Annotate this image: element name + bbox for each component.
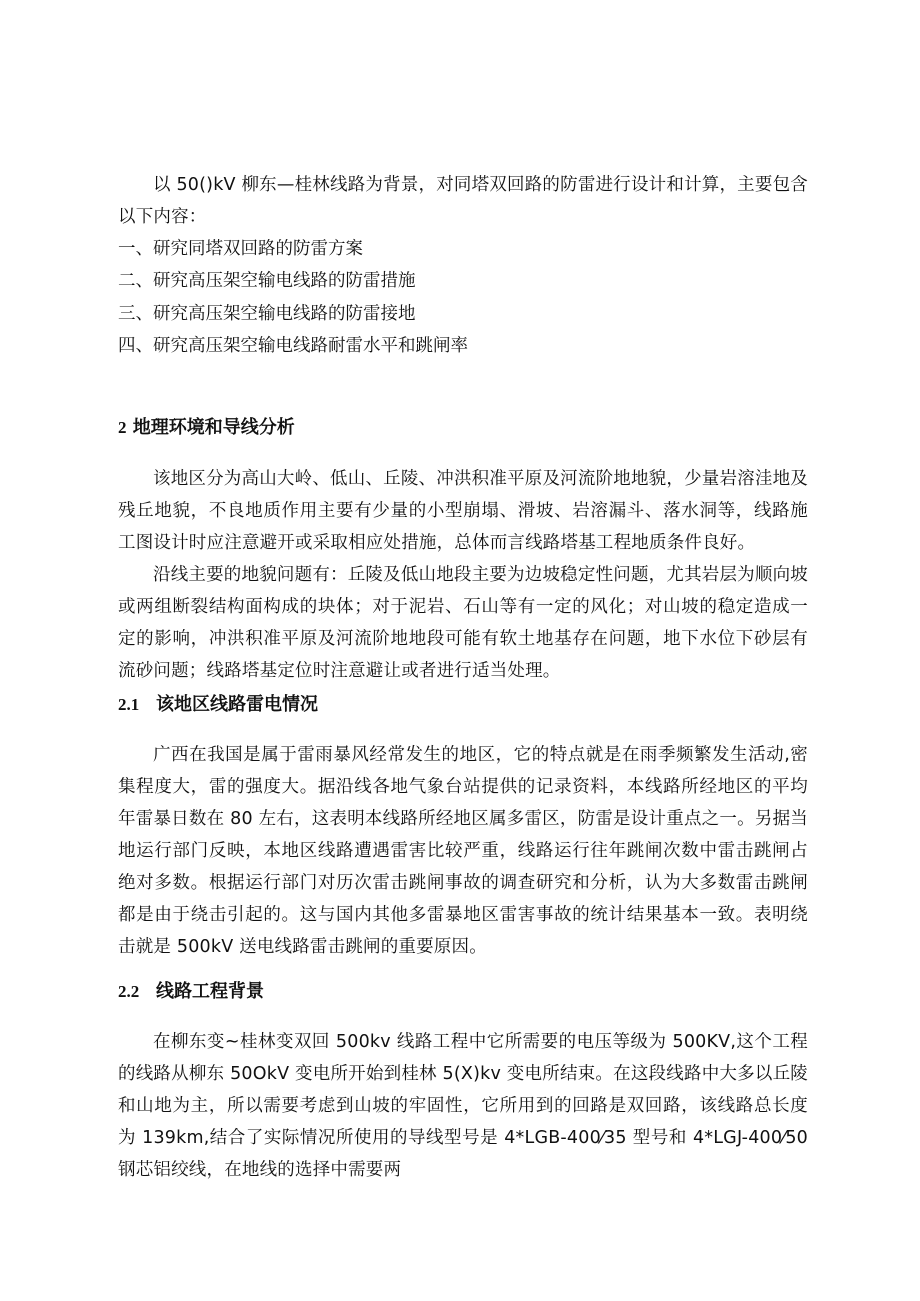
section-2-1-title: 该地区线路雷电情况 [156,694,318,715]
section-2-1-number: 2.1 [118,695,140,714]
section-2-number: 2 [118,418,127,437]
intro-item-4: 四、研究高压架空输电线路耐雷水平和跳闸率 [118,336,468,356]
section-2-heading [118,412,295,444]
intro-item-3: 三、研究高压架空输电线路的防雷接地 [118,304,416,324]
section-2-1-paragraph: 广西在我国是属于雷雨暴风经常发生的地区，它的特点就是在雨季频繁发生活动,密集程度大，雷的强度大。据沿线各地气象台站提供的记录资料，本线路所经地区的平均年雷暴日数在 80 左右，这表明本线路所经地区属多雷区，防雷是设计重点之一。另据当地运行部门反映，本地区线路遭遇雷害比较严重，线路运行往年跳闸次数中雷击跳闸占绝对多数。根据运行部门对历次雷击跳闸事故的调查研究和分析，认为大多数雷击跳闸都是由于绕击引起的。这与国内其他多雷暴地区雷害事故的统计结果基本一致。表明绕击就是 500kV 送电线路雷击跳闸的重要原因。 [118,745,808,957]
section-2-1-heading [118,689,318,721]
section-2-2-paragraph: 在柳东变~桂林变双回 500kv 线路工程中它所需要的电压等级为 500KV,这个工程的线路从柳东 50OkV 变电所开始到桂林 5(X)kv 变电所结束。在这段线路中大多以丘陵和山地为主，所以需要考虑到山坡的牢固性，它所用到的回路是双回路，该线路总长度为 139km,结合了实际情况所使用的导线型号是 4*LGB-400⁄35 型号和 4*LGJ-400⁄50 钢芯铝绞线，在地线的选择中需要两 [118,1032,808,1180]
section-2-2-title: 线路工程背景 [156,981,264,1002]
section-2-2-number: 2.2 [118,982,140,1001]
intro-item-2: 二、研究高压架空输电线路的防雷措施 [118,271,416,291]
intro-paragraph: 以 50()kV 柳东—桂林线路为背景，对同塔双回路的防雷进行设计和计算，主要包含以下内容： [118,175,808,227]
section-2-paragraph-1: 该地区分为高山大岭、低山、丘陵、冲洪积准平原及河流阶地地貌，少量岩溶洼地及残丘地貌，不良地质作用主要有少量的小型崩塌、滑坡、岩溶漏斗、落水洞等，线路施工图设计时应注意避开或采取相应处措施，总体而言线路塔基工程地质条件良好。 [118,469,808,553]
intro-item-1: 一、研究同塔双回路的防雷方案 [118,239,363,259]
section-2-2-heading [118,976,264,1008]
section-2-title: 地理环境和导线分析 [132,417,295,438]
section-2-paragraph-2: 沿线主要的地貌问题有：丘陵及低山地段主要为边坡稳定性问题，尤其岩层为顺向坡或两组断裂结构面构成的块体；对于泥岩、石山等有一定的风化；对山坡的稳定造成一定的影响，冲洪积准平原及河流阶地地段可能有软土地基存在问题，地下水位下砂层有流砂问题；线路塔基定位时注意避让或者进行适当处理。 [118,565,808,681]
